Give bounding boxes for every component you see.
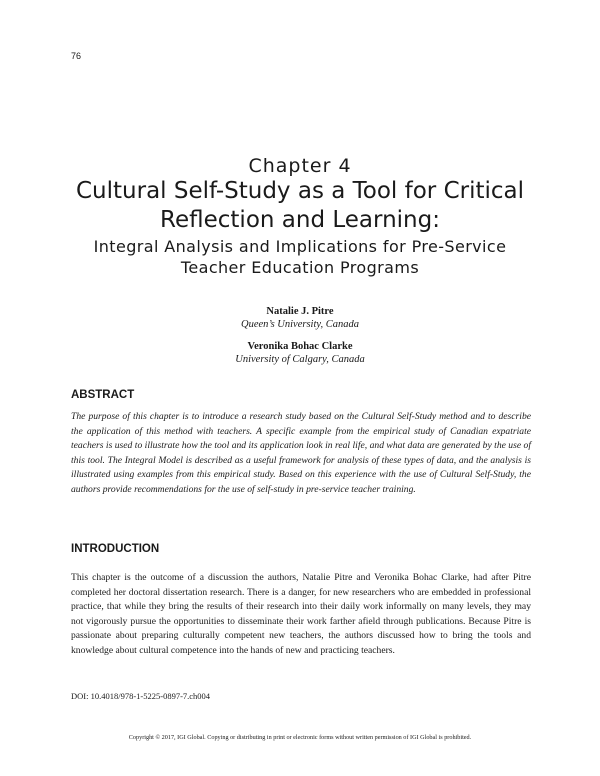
- author-block-2: [0, 340, 600, 366]
- chapter-title: Cultural Self-Study as a Tool for Critical Reflection and Learning:: [75, 178, 525, 233]
- introduction-text: This chapter is the outcome of a discussion the authors, Natalie Pitre and Veronika Bohac Clarke, had after Pitre completed her doctoral dissertation research. There is a danger, for new researchers who are embedded in professional practice, that while they bring the results of their research into their daily work informally on many levels, they may not vigorously pursue the opportunities to disseminate their work farther afield through publications. Because Pitre is passionate about preparing culturally competent new teachers, the authors discussed how to bring the tools and knowledge about cultural competence into the hands of new and practicing teachers.: [71, 572, 531, 656]
- abstract-text: The purpose of this chapter is to introduce a research study based on the Cultural Self-Study method and to describe the application of this method with teachers. A specific example from the empirical study of Canadian expatriate teachers is used to illustrate how the tool and its application look in real life, and what data are generated by the use of this tool. The Integral Model is described as a useful framework for analysis of these types of data, and the analysis is illustrated using examples from this empirical study. Based on this experience with the use of Cultural Self-Study, the authors provide recommendations for the use of self-study in pre-service teacher training.: [71, 411, 531, 495]
- author-name: Natalie J. Pitre: [266, 306, 334, 317]
- author-block-1: [0, 305, 600, 331]
- author-affiliation: University of Calgary, Canada: [235, 354, 365, 365]
- chapter-label: Chapter 4: [248, 155, 352, 177]
- doi: DOI: 10.4018/978-1-5225-0897-7.ch004: [71, 691, 211, 701]
- copyright-notice: Copyright © 2017, IGI Global. Copying or distributing in print or electronic forms without written permission of IGI Global is prohibited.: [128, 734, 472, 741]
- page-number: 76: [71, 51, 82, 61]
- abstract-heading: ABSTRACT: [71, 389, 135, 401]
- chapter-subtitle: Integral Analysis and Implications for Pre-Service Teacher Education Programs: [93, 237, 507, 277]
- introduction-heading: INTRODUCTION: [71, 543, 160, 555]
- author-affiliation: Queen’s University, Canada: [241, 319, 359, 330]
- author-name: Veronika Bohac Clarke: [247, 341, 353, 352]
